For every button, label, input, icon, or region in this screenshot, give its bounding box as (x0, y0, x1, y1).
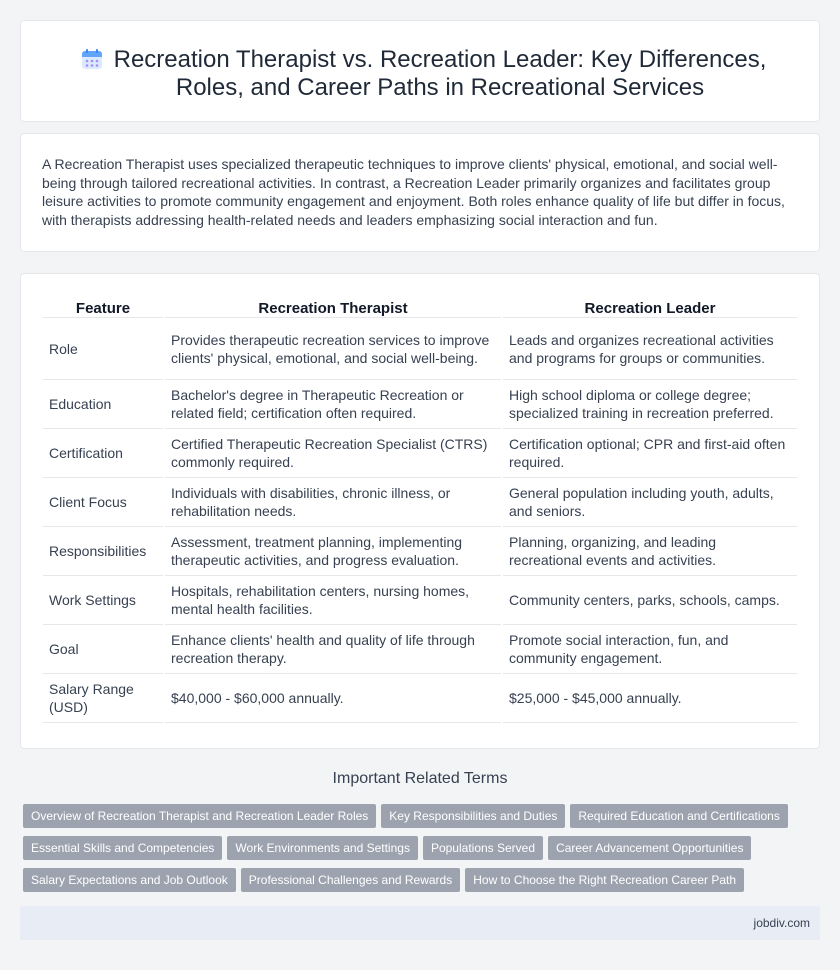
related-term-tag[interactable]: Essential Skills and Competencies (23, 836, 222, 860)
header-feature: Feature (43, 296, 163, 318)
feature-cell: Salary Range (USD) (43, 674, 163, 723)
table-row (43, 429, 797, 478)
feature-cell: Client Focus (43, 478, 163, 527)
therapist-cell: $40,000 - $60,000 annually. (165, 674, 501, 723)
related-term-tag[interactable]: Career Advancement Opportunities (548, 836, 751, 860)
therapist-cell: Provides therapeutic recreation services to improve clients' physical, emotional, and social well-being. (165, 318, 501, 380)
feature-cell: Work Settings (43, 576, 163, 625)
related-term-tag[interactable]: Key Responsibilities and Duties (381, 804, 565, 828)
therapist-cell: Individuals with disabilities, chronic illness, or rehabilitation needs. (165, 478, 501, 527)
leader-cell: Leads and organizes recreational activities and programs for groups or communities. (503, 318, 797, 380)
leader-cell: Community centers, parks, schools, camps. (503, 576, 797, 625)
therapist-cell: Bachelor's degree in Therapeutic Recreation or related field; certification often required. (165, 380, 501, 429)
leader-cell: General population including youth, adults, and seniors. (503, 478, 797, 527)
feature-cell: Responsibilities (43, 527, 163, 576)
related-term-tag[interactable]: Work Environments and Settings (227, 836, 418, 860)
related-term-tag[interactable]: Salary Expectations and Job Outlook (23, 868, 236, 892)
therapist-cell: Assessment, treatment planning, implementing therapeutic activities, and progress evaluation. (165, 527, 501, 576)
feature-cell: Role (43, 318, 163, 380)
leader-cell: $25,000 - $45,000 annually. (503, 674, 797, 723)
related-term-tag[interactable]: How to Choose the Right Recreation Career Path (465, 868, 744, 892)
comparison-card (20, 273, 820, 749)
table-row (43, 478, 797, 527)
feature-cell: Education (43, 380, 163, 429)
title-card (20, 20, 820, 122)
related-term-tag[interactable]: Populations Served (423, 836, 543, 860)
table-row (43, 380, 797, 429)
table-row (43, 318, 797, 380)
footer (20, 906, 820, 940)
related-terms-heading: Important Related Terms (332, 770, 508, 787)
leader-cell: High school diploma or college degree; specialized training in recreation preferred. (503, 380, 797, 429)
therapist-cell: Hospitals, rehabilitation centers, nursing homes, mental health facilities. (165, 576, 501, 625)
therapist-cell: Enhance clients' health and quality of life through recreation therapy. (165, 625, 501, 674)
related-term-tag[interactable]: Professional Challenges and Rewards (241, 868, 460, 892)
related-term-tag[interactable]: Overview of Recreation Therapist and Recreation Leader Roles (23, 804, 376, 828)
table-header-row (43, 296, 797, 318)
leader-cell: Certification optional; CPR and first-aid often required. (503, 429, 797, 478)
header-recreation-therapist: Recreation Therapist (165, 296, 501, 318)
page-title: Recreation Therapist vs. Recreation Leader: Key Differences, Roles, and Career Paths in Recreational Services (113, 46, 767, 101)
related-term-tag[interactable]: Required Education and Certifications (570, 804, 787, 828)
feature-cell: Certification (43, 429, 163, 478)
header-recreation-leader: Recreation Leader (503, 296, 797, 318)
table-row (43, 527, 797, 576)
table-row (43, 576, 797, 625)
feature-cell: Goal (43, 625, 163, 674)
leader-cell: Promote social interaction, fun, and community engagement. (503, 625, 797, 674)
table-row (43, 625, 797, 674)
intro-text: A Recreation Therapist uses specialized therapeutic techniques to improve clients' physical, emotional, and social well-being through tailored recreational activities. In contrast, a Recreation Leader primarily organizes and facilitates group leisure activities to promote community engagement and enjoyment. Both roles enhance quality of life but differ in focus, with therapists addressing health-related needs and leaders emphasizing social interaction and fun. (42, 156, 785, 228)
comparison-table (41, 296, 799, 723)
therapist-cell: Certified Therapeutic Recreation Specialist (CTRS) commonly required. (165, 429, 501, 478)
leader-cell: Planning, organizing, and leading recreational events and activities. (503, 527, 797, 576)
intro-card (20, 133, 820, 252)
table-row (43, 674, 797, 723)
footer-site-link[interactable]: jobdiv.com (753, 916, 810, 930)
